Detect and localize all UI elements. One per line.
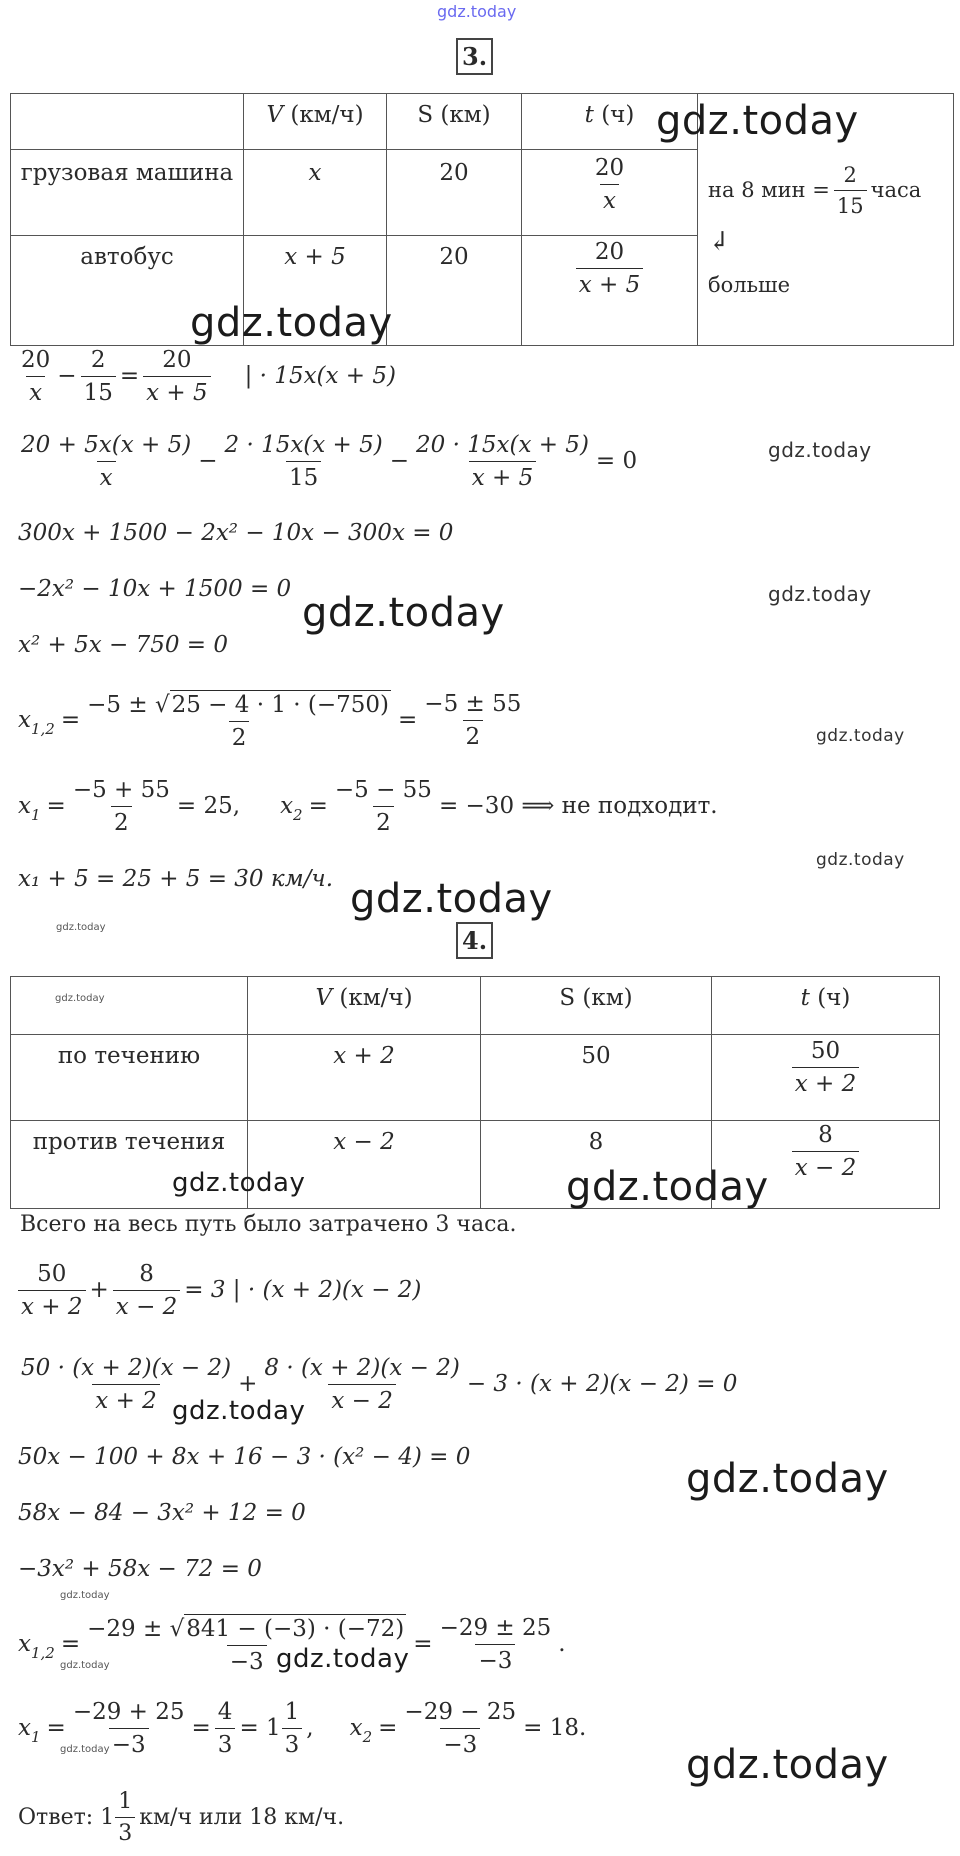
- task3-bus-t-den: x + 5: [576, 268, 644, 297]
- task3-note-den: 15: [834, 190, 867, 217]
- task3-truck-t-num: 20: [594, 155, 625, 181]
- task4-eq5: −3x² + 58x − 72 = 0: [18, 1556, 262, 1582]
- task3-eq2: $\frac{20 + 5x(x + 5)}{x}$ − $\frac{2 \cdot 15x(x + 5)}{15}$ − $\frac{20 \cdot 15x(x + 5)}{x + 5}$ = 0: [21, 432, 638, 492]
- task4-x2-value: = 18.: [523, 1715, 587, 1742]
- task4-answer-suffix: км/ч или 18 км/ч.: [139, 1804, 345, 1830]
- task3-row-bus-v: x + 5: [284, 244, 346, 270]
- task4-discriminant: $x_{1,2}$ = −29 ± √ 841 − (−3) · (−72) −3 = $\frac{-29 \pm 25}{-3}$ .: [18, 1614, 566, 1676]
- task3-number: 3.: [456, 38, 493, 75]
- task3-answer: x₁ + 5 = 25 + 5 = 30 км/ч.: [18, 866, 334, 892]
- task4-down-t-den: x + 2: [792, 1067, 860, 1096]
- task4-row-down-v: x + 2: [333, 1043, 395, 1069]
- task4-statement: Всего на весь путь было затрачено 3 часа.: [20, 1212, 517, 1237]
- task4-down-t-num: 50: [810, 1038, 841, 1064]
- task4-row-down-label: по течению: [57, 1043, 201, 1069]
- task3-x1-value: = 25,: [176, 793, 241, 820]
- task4-up-t-num: 8: [818, 1122, 833, 1148]
- watermark: gdz.today: [276, 1644, 410, 1674]
- watermark: gdz.today: [60, 1744, 110, 1755]
- task4-eq4: 58x − 84 − 3x² + 12 = 0: [18, 1500, 306, 1526]
- watermark: gdz.today: [768, 582, 872, 606]
- task4-row-down-s: 50: [581, 1043, 611, 1069]
- task3-eq4: −2x² − 10x + 1500 = 0: [18, 576, 292, 602]
- task4-table-wm: gdz.today: [55, 993, 105, 1004]
- task3-row-truck-s: 20: [439, 160, 469, 186]
- task3-bus-t-num: 20: [594, 239, 625, 265]
- task4-number: 4.: [456, 922, 493, 959]
- task3-note-more: больше: [708, 272, 791, 297]
- task4-answer: Ответ: 1 $\frac{1}{3}$ км/ч или 18 км/ч.: [18, 1789, 345, 1847]
- header-watermark: gdz.today: [437, 2, 517, 21]
- watermark: gdz.today: [350, 876, 553, 922]
- task4-up-t-den: x − 2: [792, 1151, 860, 1180]
- watermark: gdz.today: [686, 1456, 889, 1502]
- watermark: gdz.today: [190, 300, 393, 346]
- watermark: gdz.today: [566, 1164, 769, 1210]
- task3-eq5: x² + 5x − 750 = 0: [18, 632, 229, 658]
- task3-roots: $x_1$ = $\frac{-5 + 55}{2}$ = 25, $x_2$ = $\frac{-5 - 55}{2}$ = −30 ⟹ не подходит.: [18, 777, 718, 837]
- task3-note-arrow: ↲: [708, 226, 730, 257]
- task3-row-truck-label: грузовая машина: [20, 160, 234, 186]
- task4-row-up-v: x − 2: [333, 1129, 395, 1155]
- task3-x2-value: = −30 ⟹ не подходит.: [438, 793, 718, 820]
- task4-eq3: 50x − 100 + 8x + 16 − 3 · (x² − 4) = 0: [18, 1444, 471, 1470]
- task3-header-s: S (км): [417, 102, 491, 128]
- task4-table: gdz.today V (км/ч) S (км) t (ч) по течению x + 2 50 $\frac{50}{x + 2}$ против течения x − 2 8 $\frac{8}{x - 2}$: [10, 976, 940, 1209]
- watermark: gdz.today: [60, 1660, 110, 1671]
- task4-eq2-tail: − 3 · (x + 2)(x − 2) = 0: [466, 1371, 738, 1398]
- watermark: gdz.today: [172, 1168, 306, 1198]
- task4-roots: $x_1$ = $\frac{-29 + 25}{-3}$ = $\frac{4}{3}$ = 1 $\frac{1}{3}$ , $x_2$ = $\frac{-29 - 25}{-3}$ = 18.: [18, 1699, 587, 1759]
- task3-note-suffix: часа: [870, 178, 922, 203]
- task4-row-up-s: 8: [588, 1129, 604, 1155]
- watermark: gdz.today: [816, 850, 905, 870]
- watermark: gdz.today: [686, 1742, 889, 1788]
- task3-row-bus-label: автобус: [80, 244, 174, 270]
- task4-eq1: $\frac{50}{x + 2}$ + $\frac{8}{x - 2}$ = 3 | · (x + 2)(x − 2): [18, 1262, 421, 1319]
- watermark: gdz.today: [56, 922, 106, 933]
- task4-eq1-tail: = 3 | · (x + 2)(x − 2): [184, 1277, 422, 1304]
- watermark: gdz.today: [768, 438, 872, 462]
- task4-header-s: S (км): [559, 985, 633, 1011]
- task4-row-up-label: против течения: [32, 1129, 226, 1155]
- task4-x1-value: = 1: [239, 1715, 281, 1742]
- watermark: gdz.today: [60, 1590, 110, 1601]
- task3-discriminant: $x_{1,2}$ = −5 ± √ 25 − 4 · 1 · (−750) 2 = $\frac{-5 \pm 55}{2}$: [18, 690, 522, 752]
- task3-table: V (км/ч) S (км) t (ч) грузовая машина x 20 $\frac{20}{x}$ на 8 мин = $\frac{2}{15}$ часа ↲ больше автобус x + 5 20 $\frac{20}{x + 5}$: [10, 93, 954, 346]
- task4-answer-prefix: Ответ: 1: [18, 1804, 115, 1830]
- task3-note-num: 2: [843, 162, 857, 187]
- watermark: gdz.today: [816, 726, 905, 746]
- task3-eq1: $\frac{20}{x}$ − $\frac{2}{15}$ = $\frac{20}{x + 5}$ | · 15x(x + 5): [21, 347, 396, 407]
- watermark: gdz.today: [302, 590, 505, 636]
- task3-row-truck-v: x: [308, 160, 322, 186]
- task3-eq1-mult: | · 15x(x + 5): [244, 363, 396, 390]
- task3-truck-t-den: x: [600, 184, 619, 213]
- task3-row-bus-s: 20: [439, 244, 469, 270]
- task3-eq3: 300x + 1500 − 2x² − 10x − 300x = 0: [18, 520, 454, 546]
- watermark: gdz.today: [656, 98, 859, 144]
- task3-note-prefix: на 8 мин =: [708, 178, 830, 203]
- task4-eq2: $\frac{50 \cdot (x + 2)(x - 2)}{x + 2}$ + $\frac{8 \cdot (x + 2)(x - 2)}{x - 2}$ − 3 · (x + 2)(x − 2) = 0: [21, 1355, 738, 1415]
- watermark: gdz.today: [172, 1396, 306, 1426]
